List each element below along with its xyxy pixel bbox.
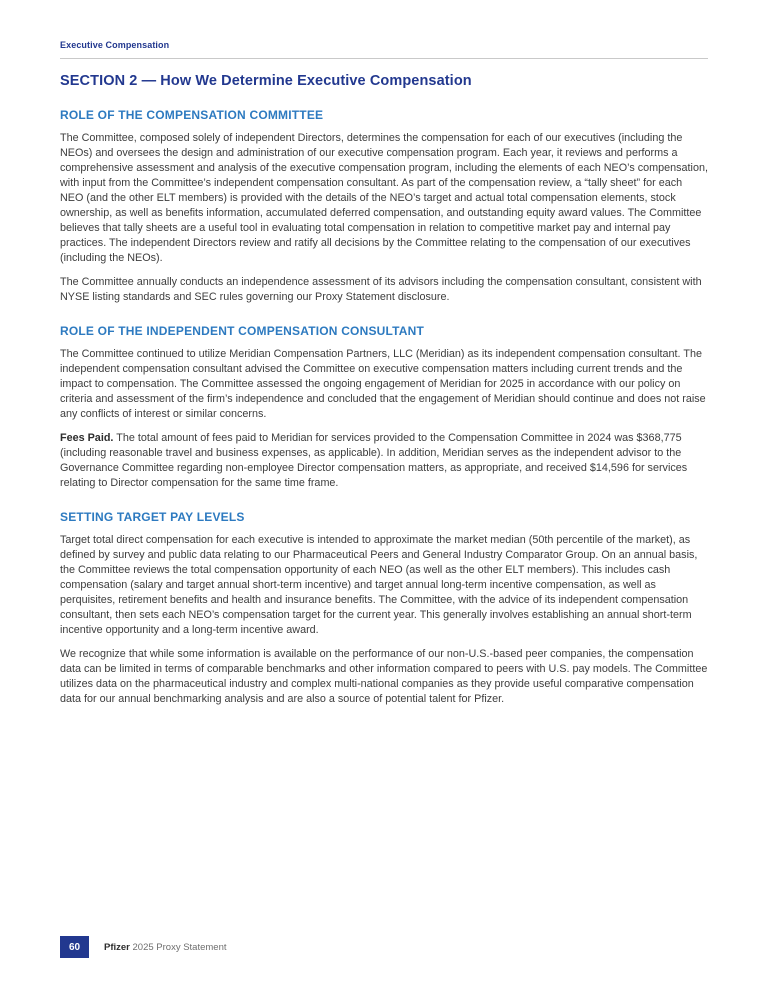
footer-suffix: 2025 Proxy Statement xyxy=(129,941,227,953)
footer-text xyxy=(104,942,227,953)
section-heading-target-pay-levels: SETTING TARGET PAY LEVELS xyxy=(60,510,245,524)
page-content xyxy=(60,40,708,707)
header-rule xyxy=(60,58,708,59)
page-number-badge: 60 xyxy=(60,936,89,958)
page-footer xyxy=(60,936,227,958)
paragraph: The Committee continued to utilize Meridian Compensation Partners, LLC (Meridian) as its independent compensation consultant. The independent compensation consultant advised the Committee on executive compensation matters including current trends and the impact to compensation. The Committee assessed the ongoing engagement of Meridian for 2025 in accordance with our policy on criteria and assessment of the firm’s independence and concluded that the engagement of Meridian should continue and does not raise any conflicts of interest or similar concerns. xyxy=(60,348,706,420)
fees-paid-lead: Fees Paid. xyxy=(60,432,114,444)
running-header: Executive Compensation xyxy=(60,40,170,50)
fees-paid-text: The total amount of fees paid to Meridian for services provided to the Compensation Committee in 2024 was $368,775 (including reasonable travel and business expenses, as applicable). In addition, Meridian serves as the independent advisor to the Governance Committee regarding non-employee Director compensation matters, as appropriate, and received $14,596 for services relating to Director compensation for the same time frame. xyxy=(60,432,688,489)
page-title: SECTION 2 — How We Determine Executive Compensation xyxy=(60,73,472,89)
brand-name: Pfizer xyxy=(104,941,130,953)
paragraph: The Committee, composed solely of independent Directors, determines the compensation for each of our executives (including the NEOs) and oversees the design and administration of our executive compensation program. Each year, it reviews and performs a comprehensive assessment and analysis of the executive compensation program, including the elements of each NEO’s compensation, with input from the Committee’s independent compensation consultant. As part of the compensation review, a “tally sheet” for each NEO (and the other ELT members) is provided with the details of the NEO’s target and actual total compensation elements, stock ownership, as well as benefits information, accumulated deferred compensation, and outstanding equity award values. The Committee believes that tally sheets are a useful tool in evaluating total compensation in relation to competitive market pay and internal pay practices. The independent Directors review and ratify all decisions by the Committee relating to the compensation of our executives (including the NEOs). xyxy=(60,132,708,264)
section-heading-independent-consultant: ROLE OF THE INDEPENDENT COMPENSATION CONSULTANT xyxy=(60,324,425,338)
paragraph: Target total direct compensation for each executive is intended to approximate the market median (50th percentile of the market), as defined by survey and public data relating to our Pharmaceutical Peers and General Industry Comparator Group. On an annual basis, the Committee reviews the total compensation opportunity of each NEO (as well as the other ELT members). This includes cash compensation (salary and target annual short-term incentive) and target annual long-term incentive compensation, as well as perquisites, retirement benefits and health and insurance benefits. The Committee, with the advice of its independent compensation consultant, then sets each NEO’s compensation target for the current year. This generally involves establishing an annual short-term incentive opportunity and a long-term incentive award. xyxy=(60,534,698,636)
paragraph: We recognize that while some information is available on the performance of our non-U.S.-based peer companies, the compensation data can be limited in terms of comparable benchmarks and other information compared to peers with U.S. pay models. The Committee utilizes data on the pharmaceutical industry and complex multi-national companies as they provide useful comparative compensation data for our annual benchmarking analysis and are also a source of potential talent for Pfizer. xyxy=(60,648,708,705)
section-heading-compensation-committee: ROLE OF THE COMPENSATION COMMITTEE xyxy=(60,108,324,122)
paragraph-fees-paid xyxy=(60,431,708,491)
paragraph: The Committee annually conducts an independence assessment of its advisors including the compensation consultant, consistent with NYSE listing standards and SEC rules governing our Proxy Statement disclosure. xyxy=(60,276,702,303)
